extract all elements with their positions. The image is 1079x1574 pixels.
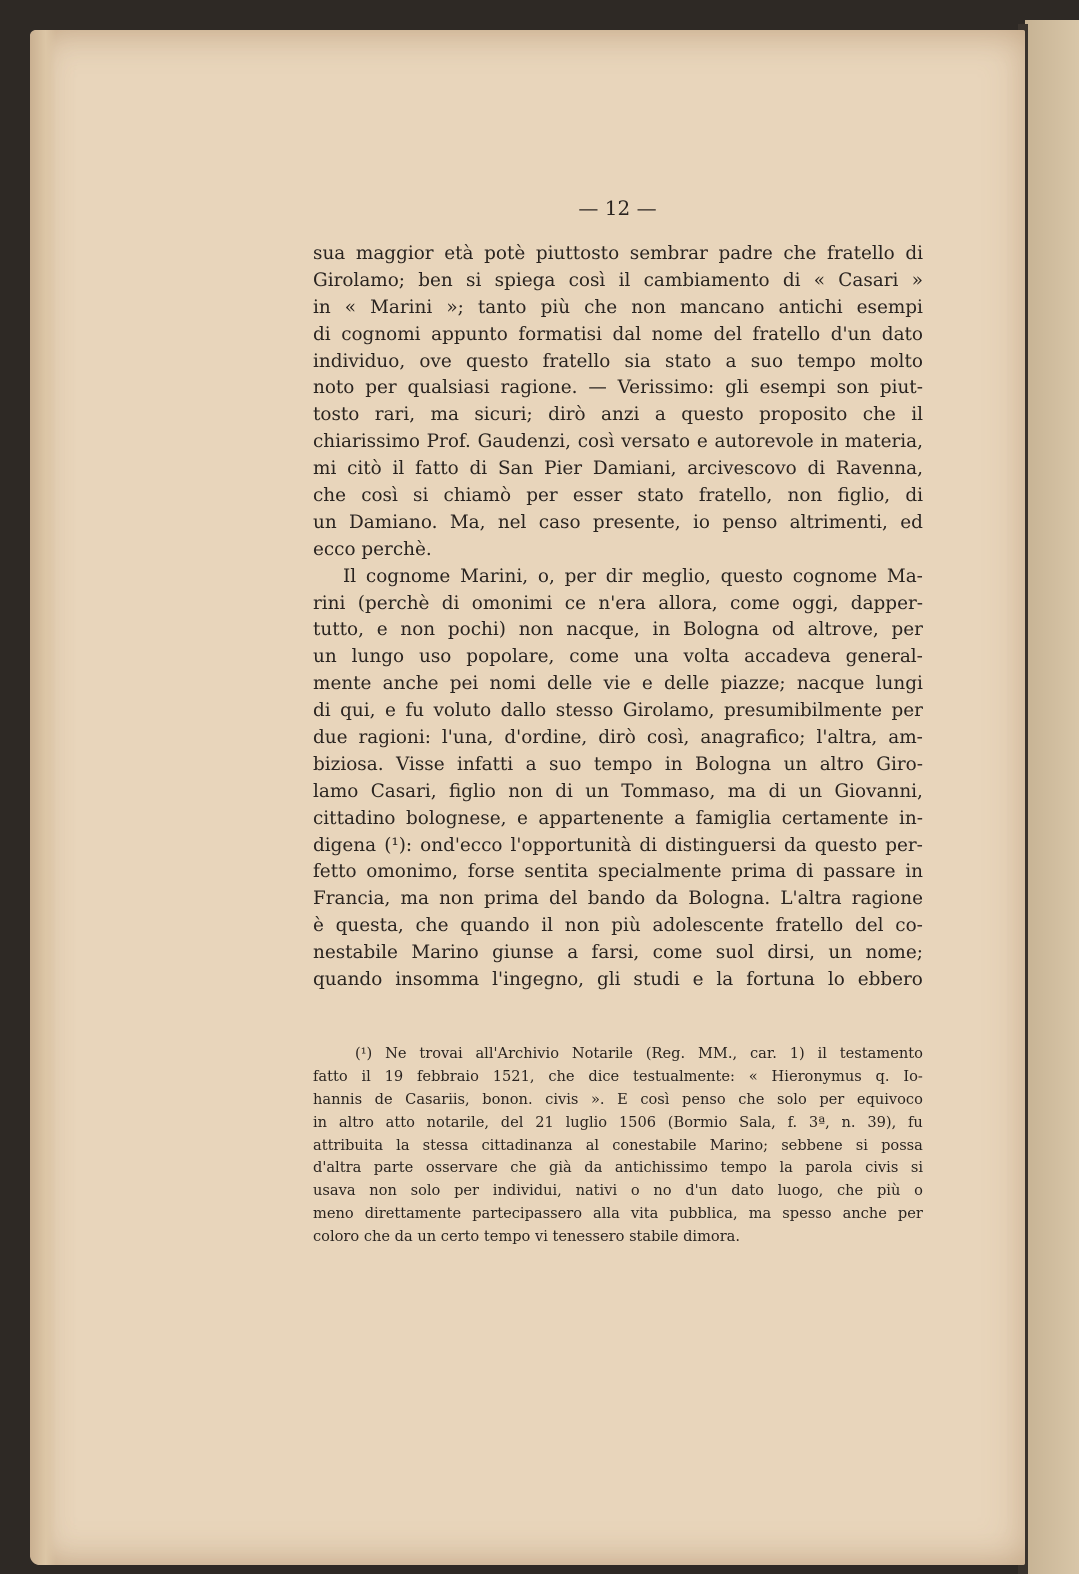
- text-line: che così si chiamò per esser stato fratello, non figlio, di: [313, 485, 923, 507]
- page-binding: [30, 30, 56, 1565]
- text-line: mi citò il fatto di San Pier Damiani, arcivescovo di Ravenna,: [313, 458, 923, 480]
- text-line: due ragioni: l'una, d'ordine, dirò così, anagrafico; l'altra, am-: [313, 727, 923, 749]
- text-line: è questa, che quando il non più adolescente fratello del co-: [313, 915, 923, 937]
- footnote-line: d'altra parte osservare che già da antichissimo tempo la parola civis si: [313, 1159, 923, 1177]
- page-number: — 12 —: [578, 196, 657, 220]
- footnote-line: meno direttamente partecipassero alla vita pubblica, ma spesso anche per: [313, 1205, 923, 1223]
- main-text: [313, 241, 923, 994]
- text-line: di qui, e fu voluto dallo stesso Girolamo, presumibilmente per: [313, 700, 923, 722]
- footnote-line: (¹) Ne trovai all'Archivio Notarile (Reg. MM., car. 1) il testamento: [355, 1045, 923, 1062]
- footnote-line: in altro atto notarile, del 21 luglio 1506 (Bormio Sala, f. 3ª, n. 39), fu: [313, 1113, 923, 1131]
- text-line: Francia, ma non prima del bando da Bologna. L'altra ragione: [313, 888, 923, 910]
- text-line: sua maggior età potè piuttosto sembrar padre che fratello di: [313, 243, 923, 264]
- footnote-line: hannis de Casariis, bonon. civis ». E così penso che solo per equivoco: [313, 1090, 923, 1108]
- footnote-line: fatto il 19 febbraio 1521, che dice testualmente: « Hieronymus q. Io-: [313, 1067, 923, 1085]
- text-line: noto per qualsiasi ragione. — Verissimo: gli esempi son piut-: [313, 377, 923, 399]
- text-line: ecco perchè.: [313, 538, 432, 560]
- text-line: digena (¹): ond'ecco l'opportunità di distinguersi da questo per-: [313, 834, 923, 856]
- footnotes: [313, 1043, 923, 1249]
- next-page-edge: [1025, 20, 1079, 1574]
- text-line: biziosa. Visse infatti a suo tempo in Bologna un altro Giro-: [313, 753, 923, 775]
- text-line: individuo, ove questo fratello sia stato a suo tempo molto: [313, 350, 923, 372]
- text-line: Il cognome Marini, o, per dir meglio, questo cognome Ma-: [343, 565, 923, 587]
- text-line: tosto rari, ma sicuri; dirò anzi a questo proposito che il: [313, 404, 923, 426]
- text-line: lamo Casari, figlio non di un Tommaso, ma di un Giovanni,: [313, 780, 923, 802]
- text-line: tutto, e non pochi) non nacque, in Bologna od altrove, per: [313, 619, 923, 641]
- footnote-line: attribuita la stessa cittadinanza al conestabile Marino; sebbene si possa: [313, 1136, 923, 1154]
- text-line: nestabile Marino giunse a farsi, come suol dirsi, un nome;: [313, 942, 923, 964]
- footnote-line: usava non solo per individui, nativi o no d'un dato luogo, che più o: [313, 1182, 923, 1200]
- text-line: chiarissimo Prof. Gaudenzi, così versato e autorevole in materia,: [313, 431, 923, 453]
- text-line: un lungo uso popolare, come una volta accadeva general-: [313, 646, 923, 668]
- text-line: Girolamo; ben si spiega così il cambiamento di « Casari »: [313, 269, 923, 291]
- text-line: in « Marini »; tanto più che non mancano antichi esempi: [313, 296, 923, 318]
- text-line: un Damiano. Ma, nel caso presente, io penso altrimenti, ed: [313, 511, 923, 533]
- text-line: mente anche pei nomi delle vie e delle piazze; nacque lungi: [313, 673, 923, 695]
- text-line: di cognomi appunto formatisi dal nome del fratello d'un dato: [313, 323, 923, 345]
- text-line: cittadino bolognese, e appartenente a famiglia certamente in-: [313, 807, 923, 829]
- text-line: rini (perchè di omonimi ce n'era allora, come oggi, dapper-: [313, 592, 923, 614]
- text-line: fetto omonimo, forse sentita specialmente prima di passare in: [313, 861, 923, 883]
- footnote-line: coloro che da un certo tempo vi tenessero stabile dimora.: [313, 1228, 741, 1246]
- text-line: quando insomma l'ingegno, gli studi e la fortuna lo ebbero: [313, 969, 923, 991]
